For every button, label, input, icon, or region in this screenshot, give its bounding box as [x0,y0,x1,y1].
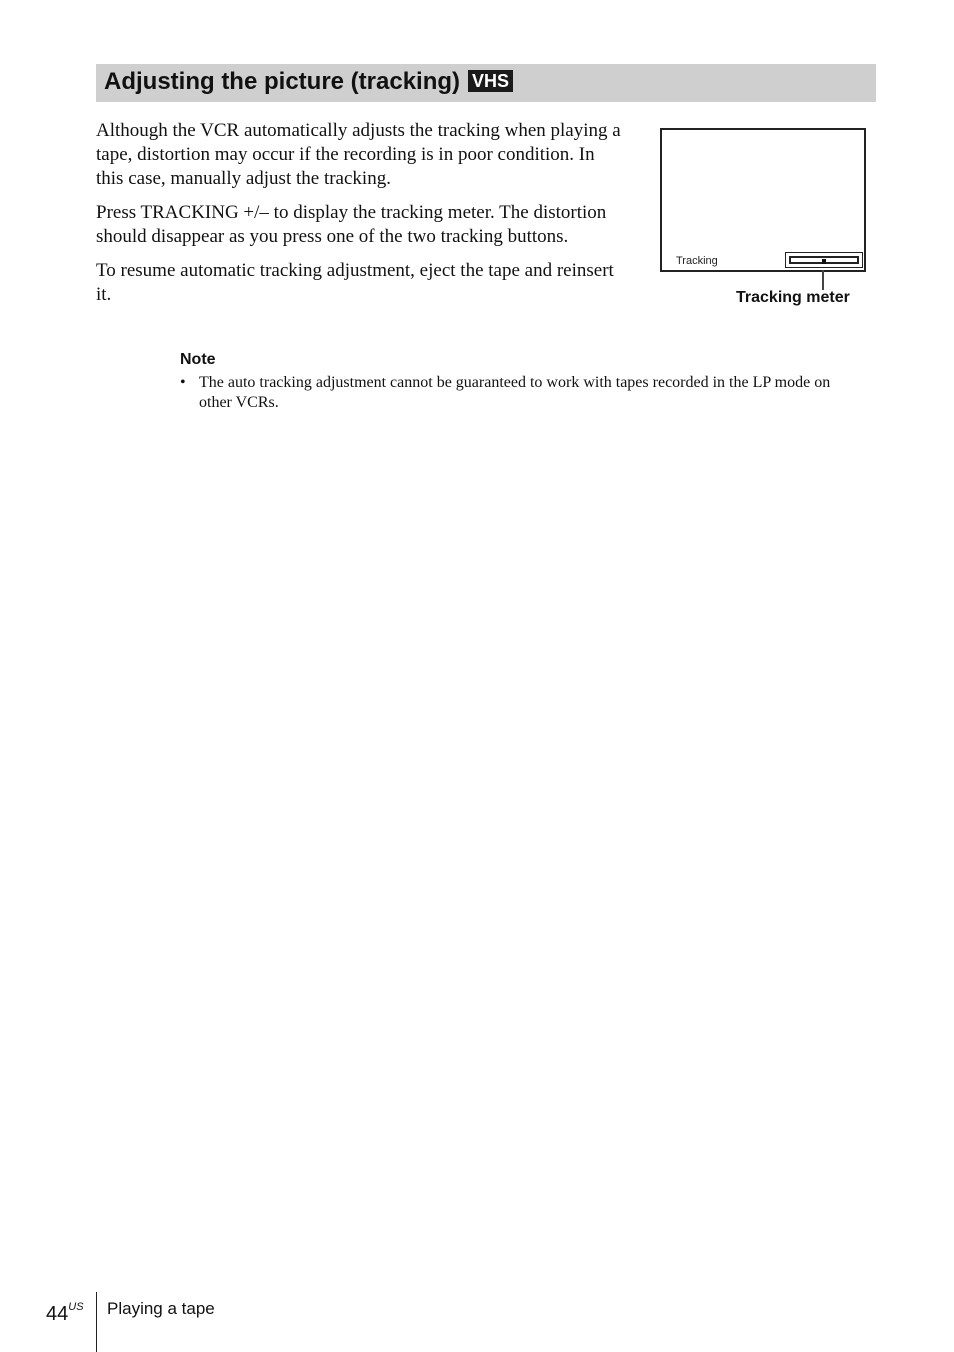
note-item-text: The auto tracking adjustment cannot be guaranteed to work with tapes recorded in the LP mode on other VCRs. [199,374,831,411]
tracking-meter-callout: Tracking meter [736,289,850,306]
screen-tracking-label: Tracking [676,255,718,267]
page-number-suffix: US [68,1301,84,1313]
tracking-meter-indicator [822,259,826,264]
page-number-value: 44 [46,1303,69,1325]
section-header [96,64,876,102]
section-title [104,66,513,98]
tracking-meter-frame [785,252,863,268]
paragraph-tracking-instructions: Press TRACKING +/– to display the tracking meter. The distortion should disappear as you press one of the two tracking buttons. [96,202,607,247]
section-title-text: Adjusting the picture (tracking) [104,68,461,95]
paragraph-resume-auto: To resume automatic tracking adjustment, eject the tape and reinsert it. [96,260,614,305]
tracking-meter-bar [789,256,859,264]
bullet-icon: • [180,374,186,391]
page-number [46,1294,84,1327]
note-list [180,373,860,413]
body-text [96,119,626,317]
note-item [180,373,860,413]
vhs-badge: VHS [468,70,513,92]
note-heading: Note [180,351,216,368]
paragraph-intro: Although the VCR automatically adjusts the tracking when playing a tape, distortion may occur if the recording is in poor condition. In this case, manually adjust the tracking. [96,120,621,189]
footer-section-name: Playing a tape [107,1299,215,1318]
footer-divider [96,1292,97,1352]
tv-screen-illustration [660,128,866,272]
